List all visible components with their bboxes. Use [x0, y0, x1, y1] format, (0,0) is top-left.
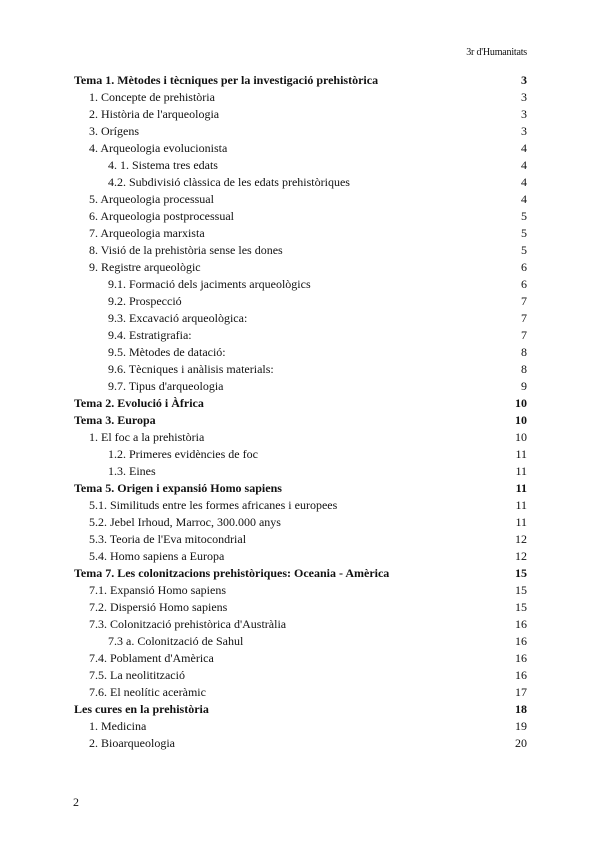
toc-entry[interactable]: [74, 174, 527, 191]
toc-entry[interactable]: [74, 123, 527, 140]
toc-entry-title: 1. Concepte de prehistòria: [89, 90, 215, 104]
toc-entry[interactable]: [74, 582, 527, 599]
toc-entry[interactable]: [74, 701, 527, 718]
toc-entry[interactable]: [74, 616, 527, 633]
toc-entry-title: Tema 3. Europa: [74, 413, 156, 427]
toc-entry-page: 4: [521, 141, 527, 155]
table-of-contents: [74, 72, 527, 752]
toc-entry-title: 1.3. Eines: [108, 464, 156, 478]
toc-entry-page: 11: [515, 481, 527, 495]
toc-entry-page: 16: [515, 634, 527, 648]
toc-entry-title: 3. Orígens: [89, 124, 139, 138]
toc-entry-title: 7.2. Dispersió Homo sapiens: [89, 600, 228, 614]
toc-entry-title: 9.7. Tipus d'arqueologia: [108, 379, 224, 393]
toc-entry[interactable]: [74, 514, 527, 531]
toc-entry-title: 9.4. Estratigrafia:: [108, 328, 192, 342]
toc-entry-page: 15: [515, 583, 527, 597]
toc-entry-page: 15: [515, 600, 527, 614]
toc-entry-page: 9: [521, 379, 527, 393]
toc-entry-title: Tema 5. Origen i expansió Homo sapiens: [74, 481, 282, 495]
toc-entry-title: 7.5. La neolitització: [89, 668, 185, 682]
toc-entry-page: 4: [521, 158, 527, 172]
toc-entry-title: 1. Medicina: [89, 719, 147, 733]
toc-entry[interactable]: [74, 565, 527, 582]
toc-entry-page: 16: [515, 668, 527, 682]
toc-entry[interactable]: [74, 259, 527, 276]
toc-entry-page: 11: [515, 447, 527, 461]
toc-entry[interactable]: [74, 446, 527, 463]
toc-entry-page: 11: [515, 464, 527, 478]
toc-entry-page: 8: [521, 345, 527, 359]
toc-entry-page: 17: [515, 685, 527, 699]
toc-entry[interactable]: [74, 718, 527, 735]
toc-entry-title: 5.4. Homo sapiens a Europa: [89, 549, 225, 563]
toc-entry-page: 3: [521, 107, 527, 121]
toc-entry-title: 7.3. Colonització prehistòrica d'Austràlia: [89, 617, 287, 631]
toc-entry-title: Les cures en la prehistòria: [74, 702, 209, 716]
toc-entry-page: 12: [515, 549, 527, 563]
toc-entry-title: 4. Arqueologia evolucionista: [89, 141, 228, 155]
toc-entry-page: 10: [515, 413, 527, 427]
toc-entry-page: 19: [515, 719, 527, 733]
toc-entry-title: Tema 1. Mètodes i tècniques per la investigació prehistòrica: [74, 73, 379, 87]
toc-entry-title: 9.1. Formació dels jaciments arqueològics: [108, 277, 311, 291]
toc-entry-title: 9. Registre arqueològic: [89, 260, 201, 274]
toc-entry[interactable]: [74, 378, 527, 395]
toc-entry[interactable]: [74, 191, 527, 208]
toc-entry-title: 5.2. Jebel Irhoud, Marroc, 300.000 anys: [89, 515, 281, 529]
toc-entry[interactable]: [74, 599, 527, 616]
toc-entry[interactable]: [74, 650, 527, 667]
toc-entry[interactable]: [74, 242, 527, 259]
toc-entry-page: 4: [521, 192, 527, 206]
toc-entry[interactable]: [74, 395, 527, 412]
toc-entry[interactable]: [74, 310, 527, 327]
toc-entry[interactable]: [74, 225, 527, 242]
toc-entry-title: 1.2. Primeres evidències de foc: [108, 447, 258, 461]
page-number: 2: [73, 795, 79, 809]
page-header: 3r d'Humanitats: [466, 47, 527, 58]
toc-entry-page: 16: [515, 617, 527, 631]
toc-entry-title: Tema 2. Evolució i Àfrica: [74, 396, 204, 410]
toc-entry[interactable]: [74, 72, 527, 89]
toc-entry-page: 5: [521, 209, 527, 223]
toc-entry-page: 5: [521, 243, 527, 257]
toc-entry[interactable]: [74, 157, 527, 174]
toc-entry-page: 3: [521, 73, 527, 87]
toc-entry[interactable]: [74, 463, 527, 480]
toc-entry[interactable]: [74, 429, 527, 446]
toc-entry-title: 6. Arqueologia postprocessual: [89, 209, 234, 223]
toc-entry-page: 12: [515, 532, 527, 546]
toc-entry-title: 7.6. El neolític aceràmic: [89, 685, 206, 699]
toc-entry-title: 4. 1. Sistema tres edats: [108, 158, 218, 172]
toc-entry[interactable]: [74, 344, 527, 361]
toc-entry[interactable]: [74, 633, 527, 650]
toc-entry[interactable]: [74, 276, 527, 293]
toc-entry-page: 7: [521, 294, 527, 308]
toc-entry-title: 7. Arqueologia marxista: [89, 226, 205, 240]
toc-entry[interactable]: [74, 89, 527, 106]
toc-entry-title: 2. Història de l'arqueologia: [89, 107, 220, 121]
toc-entry-title: 7.1. Expansió Homo sapiens: [89, 583, 226, 597]
toc-entry-page: 3: [521, 90, 527, 104]
toc-entry-page: 15: [515, 566, 527, 580]
toc-entry-page: 18: [515, 702, 527, 716]
toc-entry-title: 4.2. Subdivisió clàssica de les edats prehistòriques: [108, 175, 350, 189]
toc-entry-page: 7: [521, 311, 527, 325]
toc-entry[interactable]: [74, 412, 527, 429]
toc-entry-title: 5.3. Teoria de l'Eva mitocondrial: [89, 532, 247, 546]
toc-entry-title: 5. Arqueologia processual: [89, 192, 214, 206]
toc-entry[interactable]: [74, 293, 527, 310]
toc-entry-page: 4: [521, 175, 527, 189]
toc-entry[interactable]: [74, 327, 527, 344]
toc-entry-page: 16: [515, 651, 527, 665]
toc-entry-page: 6: [521, 260, 527, 274]
toc-entry-page: 11: [515, 515, 527, 529]
toc-entry[interactable]: [74, 208, 527, 225]
toc-entry[interactable]: [74, 480, 527, 497]
toc-entry-page: 10: [515, 430, 527, 444]
toc-entry[interactable]: [74, 667, 527, 684]
toc-entry-page: 6: [521, 277, 527, 291]
toc-entry[interactable]: [74, 548, 527, 565]
toc-entry-title: 1. El foc a la prehistòria: [89, 430, 205, 444]
toc-entry-title: Tema 7. Les colonitzacions prehistòriques: Oceania - Amèrica: [74, 566, 390, 580]
toc-entry[interactable]: [74, 106, 527, 123]
toc-entry[interactable]: [74, 735, 527, 752]
toc-entry[interactable]: [74, 684, 527, 701]
toc-entry-title: 9.2. Prospecció: [108, 294, 182, 308]
toc-entry-page: 10: [515, 396, 527, 410]
toc-entry[interactable]: [74, 531, 527, 548]
toc-entry-page: 8: [521, 362, 527, 376]
toc-entry[interactable]: [74, 361, 527, 378]
toc-entry-title: 9.5. Mètodes de datació:: [108, 345, 226, 359]
toc-entry-page: 3: [521, 124, 527, 138]
toc-entry-title: 9.6. Tècniques i anàlisis materials:: [108, 362, 274, 376]
toc-entry-title: 2. Bioarqueologia: [89, 736, 175, 750]
toc-entry[interactable]: [74, 140, 527, 157]
toc-entry-title: 8. Visió de la prehistòria sense les dones: [89, 243, 283, 257]
toc-entry-title: 5.1. Similituds entre les formes africanes i europees: [89, 498, 338, 512]
toc-entry-title: 7.3 a. Colonització de Sahul: [108, 634, 244, 648]
toc-entry-page: 20: [515, 736, 527, 750]
toc-entry-page: 11: [515, 498, 527, 512]
toc-entry[interactable]: [74, 497, 527, 514]
toc-entry-page: 7: [521, 328, 527, 342]
toc-entry-title: 9.3. Excavació arqueològica:: [108, 311, 248, 325]
toc-entry-title: 7.4. Poblament d'Amèrica: [89, 651, 214, 665]
toc-entry-page: 5: [521, 226, 527, 240]
